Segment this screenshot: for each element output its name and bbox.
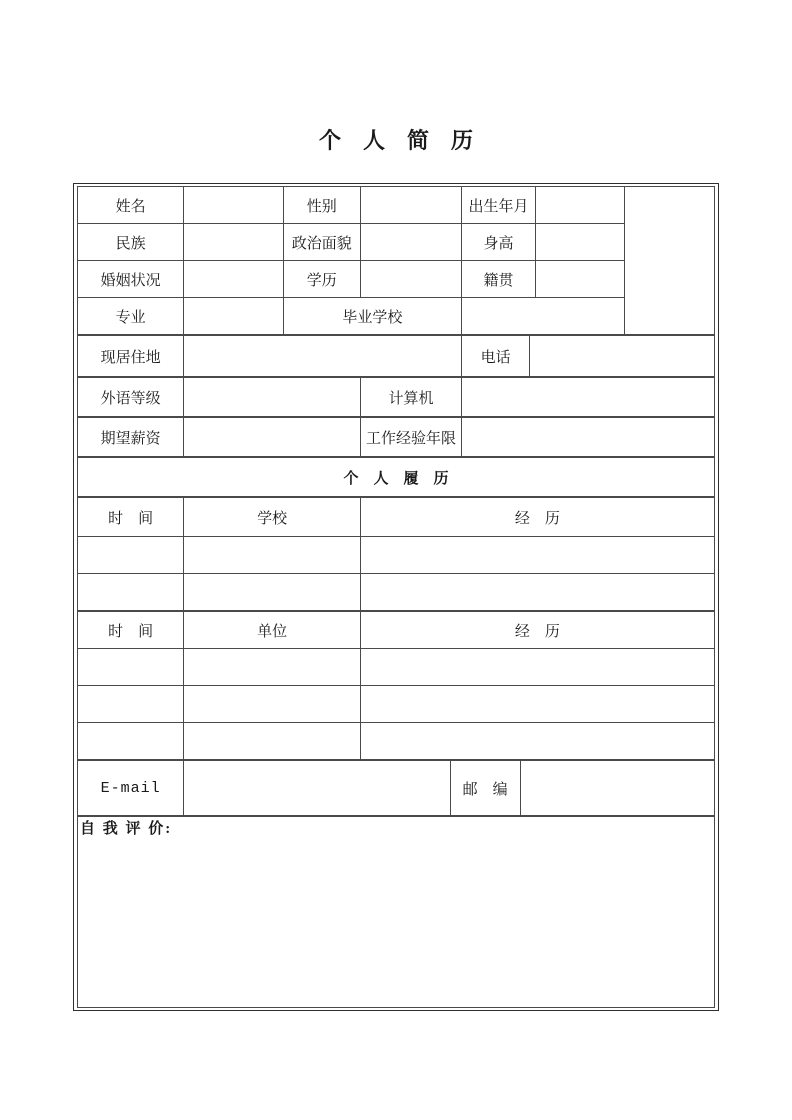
birth-date-label: 出生年月 xyxy=(462,187,536,224)
foreign-language-value-cell[interactable] xyxy=(184,378,360,417)
history-experience-cell[interactable] xyxy=(360,649,714,686)
email-label: E-mail xyxy=(78,761,184,816)
political-status-value-cell[interactable] xyxy=(360,224,461,261)
history-org-cell[interactable] xyxy=(184,686,360,723)
resume-form xyxy=(73,183,719,1011)
page-title: 个 人 简 历 xyxy=(318,128,473,153)
history-banner-table xyxy=(77,457,715,497)
gender-label: 性别 xyxy=(283,187,360,224)
salary-table xyxy=(77,417,715,457)
postal-code-value-cell[interactable] xyxy=(520,761,714,816)
name-label: 姓名 xyxy=(78,187,184,224)
school-history-table xyxy=(77,497,715,611)
self-evaluation-label: 自 我 评 价: xyxy=(80,821,173,837)
work-history-row xyxy=(78,686,715,723)
history-org-cell[interactable] xyxy=(184,723,360,760)
school-history-time-header: 时 间 xyxy=(78,498,184,537)
major-value-cell[interactable] xyxy=(184,298,283,335)
political-status-label: 政治面貌 xyxy=(283,224,360,261)
school-history-row xyxy=(78,537,715,574)
major-label: 专业 xyxy=(78,298,184,335)
native-place-label: 籍贯 xyxy=(462,261,536,298)
skills-table xyxy=(77,377,715,417)
history-time-cell[interactable] xyxy=(78,537,184,574)
phone-label: 电话 xyxy=(462,336,530,377)
postal-code-label: 邮 编 xyxy=(450,761,520,816)
expected-salary-value-cell[interactable] xyxy=(184,418,360,457)
marital-status-label: 婚姻状况 xyxy=(78,261,184,298)
education-label: 学历 xyxy=(283,261,360,298)
history-experience-cell[interactable] xyxy=(360,574,714,611)
work-history-table xyxy=(77,611,715,760)
graduate-school-label: 毕业学校 xyxy=(283,298,461,335)
history-time-cell[interactable] xyxy=(78,649,184,686)
computer-label: 计算机 xyxy=(360,378,461,417)
personal-info-table xyxy=(77,186,715,335)
current-residence-value-cell[interactable] xyxy=(184,336,462,377)
history-time-cell[interactable] xyxy=(78,723,184,760)
ethnicity-label: 民族 xyxy=(78,224,184,261)
email-table xyxy=(77,760,715,816)
history-experience-cell[interactable] xyxy=(360,723,714,760)
email-value-cell[interactable] xyxy=(184,761,450,816)
height-value-cell[interactable] xyxy=(535,224,624,261)
computer-value-cell[interactable] xyxy=(462,378,715,417)
foreign-language-label: 外语等级 xyxy=(78,378,184,417)
native-place-value-cell[interactable] xyxy=(535,261,624,298)
work-experience-years-value-cell[interactable] xyxy=(462,418,715,457)
history-org-cell[interactable] xyxy=(184,649,360,686)
gender-value-cell[interactable] xyxy=(360,187,461,224)
history-experience-cell[interactable] xyxy=(360,686,714,723)
work-history-time-header: 时 间 xyxy=(78,612,184,649)
education-value-cell[interactable] xyxy=(360,261,461,298)
self-evaluation-area[interactable] xyxy=(78,817,715,1008)
work-history-row xyxy=(78,723,715,760)
school-history-org-header: 学校 xyxy=(184,498,360,537)
history-org-cell[interactable] xyxy=(184,574,360,611)
residence-table xyxy=(77,335,715,377)
name-value-cell[interactable] xyxy=(184,187,283,224)
self-evaluation-table xyxy=(77,816,715,1008)
history-time-cell[interactable] xyxy=(78,574,184,611)
phone-value-cell[interactable] xyxy=(530,336,715,377)
history-org-cell[interactable] xyxy=(184,537,360,574)
work-history-org-header: 单位 xyxy=(184,612,360,649)
graduate-school-value-cell[interactable] xyxy=(462,298,625,335)
height-label: 身高 xyxy=(462,224,536,261)
history-experience-cell[interactable] xyxy=(360,537,714,574)
work-history-row xyxy=(78,649,715,686)
history-section-title: 个 人 履 历 xyxy=(78,458,715,497)
ethnicity-value-cell[interactable] xyxy=(184,224,283,261)
history-time-cell[interactable] xyxy=(78,686,184,723)
expected-salary-label: 期望薪资 xyxy=(78,418,184,457)
birth-date-value-cell[interactable] xyxy=(535,187,624,224)
current-residence-label: 现居住地 xyxy=(78,336,184,377)
school-history-row xyxy=(78,574,715,611)
work-experience-years-label: 工作经验年限 xyxy=(360,418,461,457)
school-history-experience-header: 经 历 xyxy=(360,498,714,537)
photo-cell[interactable] xyxy=(625,187,715,335)
work-history-experience-header: 经 历 xyxy=(360,612,714,649)
marital-status-value-cell[interactable] xyxy=(184,261,283,298)
